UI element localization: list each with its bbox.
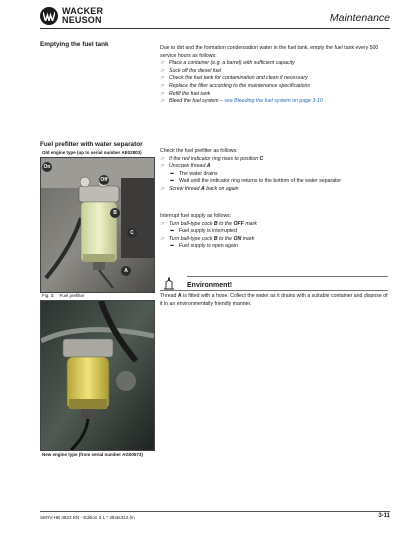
- label-c: C: [127, 228, 137, 238]
- step-arrow-icon: ☞: [160, 82, 165, 89]
- wacker-neuson-logo: [40, 7, 103, 25]
- fuel-tank-step-6: ☞ Bleed the fuel system – see Bleeding the fuel system on page 3-10: [160, 98, 323, 105]
- step-arrow-icon: ☞: [160, 67, 165, 74]
- page-number: 3-11: [378, 513, 390, 519]
- fuel-tank-step-4: ☞ Replace the filter according to the maintenance specifications: [160, 82, 311, 89]
- step-arrow-icon: ☞: [160, 163, 165, 170]
- result-wait: ➥ Wait until the indicator ring returns to the bottom of the water separator: [170, 178, 342, 185]
- result-arrow-icon: ➥: [170, 243, 175, 250]
- turn-off-step: ☞ Turn ball-type cock B to the OFF mark: [160, 220, 257, 227]
- fuel-tank-step-1: ☞ Place a container (e.g. a barrel) with sufficient capacity: [160, 60, 295, 67]
- environment-bottom-rule: [160, 290, 388, 291]
- environment-text: Thread A is fitted with a hose. Collect the water as it drains with a suitable container and dispose of it in an environmentally friendly manner.: [160, 293, 388, 307]
- result-water-drains: ➥ The water drains: [170, 170, 218, 177]
- step-arrow-icon: ☞: [160, 98, 165, 105]
- fuel-tank-intro: Due to dirt and the formation condensation water in the fuel tank, empty the fuel tank every 500 service hours as follows:: [160, 45, 379, 59]
- check-step-3: ☞ Screw thread A back on again: [160, 185, 239, 192]
- header-divider: [40, 28, 390, 29]
- environment-title: Environment!: [187, 282, 233, 289]
- step-arrow-icon: ☞: [160, 75, 165, 82]
- check-step-2: ☞ Unscrew thread A: [160, 163, 211, 170]
- new-engine-prefilter-photo: [40, 300, 155, 451]
- turn-on-step: ☞ Turn ball-type cock B to the ON mark: [160, 235, 255, 242]
- fuel-tank-heading: Emptying the fuel tank: [40, 41, 109, 48]
- footer-doc-ref: SERV-HB 3823 EN - Edition 3.1 * 3tb3s312.fm: [40, 515, 135, 520]
- step-arrow-icon: ☞: [160, 220, 165, 227]
- label-b: B: [110, 208, 120, 218]
- result-arrow-icon: ➥: [170, 178, 175, 185]
- step-arrow-icon: ☞: [160, 185, 165, 192]
- check-step-1: ☞ If the red indicator ring rises to position C: [160, 155, 264, 162]
- new-engine-caption: New engine type (from serial number AG00573): [42, 452, 143, 457]
- step-arrow-icon: ☞: [160, 155, 165, 162]
- off-position-label: Off: [100, 177, 108, 183]
- label-a: A: [121, 266, 131, 276]
- fuel-tank-step-5: ☞ Refill the fuel tank: [160, 90, 211, 97]
- interrupt-intro: Interrupt fuel supply as follows:: [160, 213, 232, 219]
- result-arrow-icon: ➥: [170, 170, 175, 177]
- result-supply-open: ➥ Fuel supply is open again: [170, 243, 238, 250]
- logo-line-1: WACKER: [62, 6, 104, 16]
- logo-line-2: NEUSON: [62, 15, 102, 25]
- prefilter-heading: Fuel prefilter with water separator: [40, 141, 143, 148]
- interrupt-supply-section: [160, 213, 388, 251]
- environment-top-rule: [187, 276, 388, 277]
- old-engine-caption: Old engine type (up to serial number AE02803): [42, 150, 142, 155]
- section-title: Maintenance: [329, 12, 390, 24]
- figure-caption: Fig. 3: Fuel prefilter: [42, 293, 85, 298]
- check-intro: Check the fuel prefilter as follows:: [160, 148, 238, 154]
- step-arrow-icon: ☞: [160, 235, 165, 242]
- result-supply-interrupted: ➥ Fuel supply is interrupted: [170, 228, 237, 235]
- step-arrow-icon: ☞: [160, 60, 165, 67]
- result-arrow-icon: ➥: [170, 228, 175, 235]
- old-engine-prefilter-photo: [40, 157, 155, 293]
- fuel-tank-step-2: ☞ Suck off the diesel fuel: [160, 67, 222, 74]
- bleed-system-link[interactable]: see Bleeding the fuel system on page 3-10: [224, 98, 323, 105]
- on-position-label: On: [43, 164, 51, 170]
- logo-w-icon: [40, 7, 58, 25]
- fuel-tank-section: [160, 45, 388, 106]
- prefilter-check-section: [160, 148, 388, 194]
- footer-divider: [40, 511, 390, 512]
- fuel-tank-step-3: ☞ Check the fuel tank for contamination and clean if necessary: [160, 75, 308, 82]
- step-arrow-icon: ☞: [160, 90, 165, 97]
